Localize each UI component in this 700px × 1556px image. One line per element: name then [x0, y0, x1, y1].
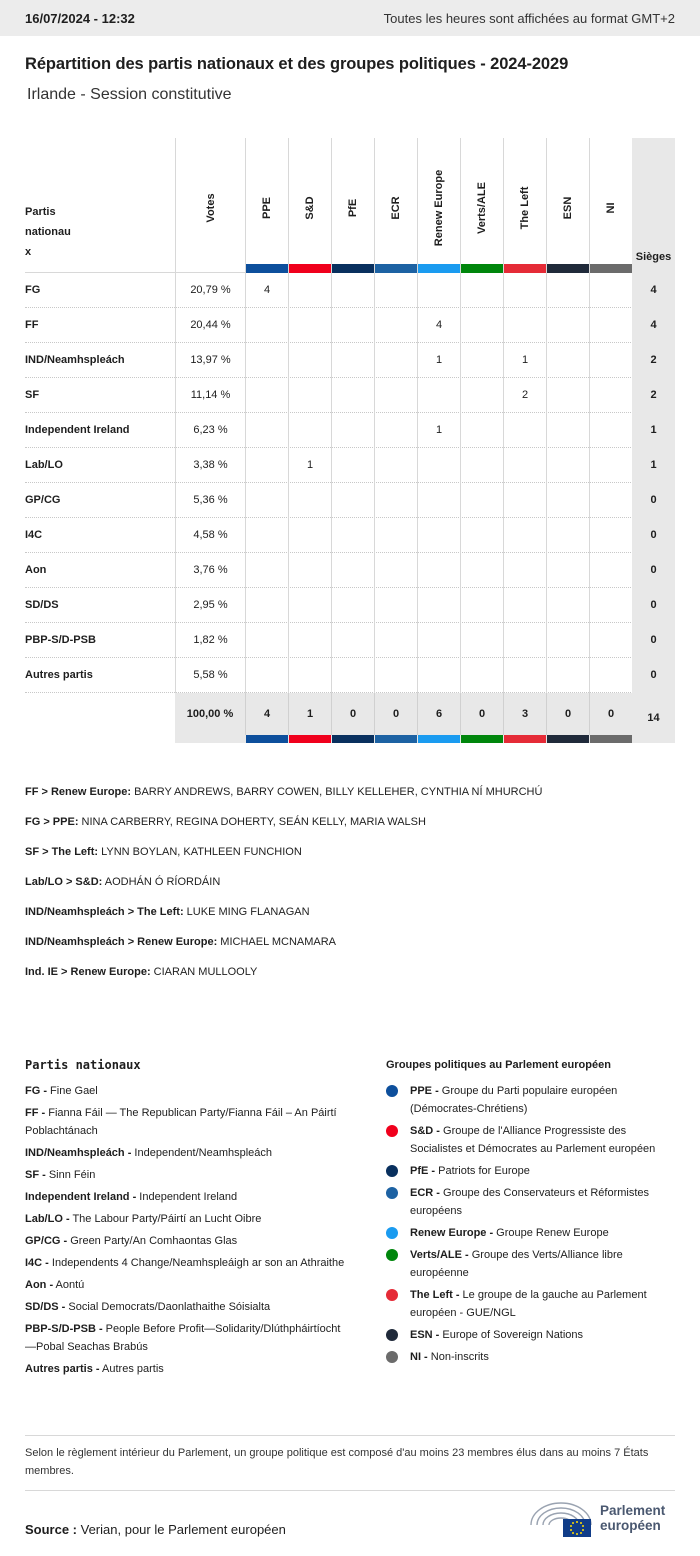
party-legend-item: SD/DS - Social Democrats/Daonlathaithe Sóisialta: [25, 1301, 271, 1313]
seat-cell: [288, 588, 331, 623]
group-color-dot-icon: [386, 1329, 398, 1341]
seat-cell: [245, 378, 288, 413]
seat-cell: [331, 308, 374, 343]
seat-cell: [245, 623, 288, 658]
group-legend-item: ECR - Groupe des Conservateurs et Réformistes européens: [386, 1184, 676, 1220]
seat-cell: [331, 378, 374, 413]
group-color-bar: [547, 264, 589, 273]
seat-cell: [417, 483, 460, 518]
seat-cell: [331, 623, 374, 658]
seat-cell: 2: [503, 378, 546, 413]
group-color-bar: [504, 264, 546, 273]
party-seats: 4: [632, 308, 675, 343]
party-seats: 0: [632, 588, 675, 623]
seat-cell: [546, 518, 589, 553]
seat-cell: [417, 448, 460, 483]
seat-cell: [460, 343, 503, 378]
party-votes: 3,38 %: [175, 448, 245, 483]
party-votes: 11,14 %: [175, 378, 245, 413]
party-legend-title: Partis nationaux: [25, 1058, 141, 1072]
total-seat-cell: 1: [288, 693, 331, 735]
seat-cell: [460, 553, 503, 588]
seat-cell: [589, 553, 632, 588]
table-row: [25, 658, 675, 693]
party-legend-item: Lab/LO - The Labour Party/Páirtí an Lucht Oibre: [25, 1213, 262, 1225]
seat-cell: [331, 273, 374, 308]
group-legend-item: Renew Europe - Groupe Renew Europe: [386, 1224, 676, 1242]
timestamp: 16/07/2024 - 12:32: [25, 10, 135, 26]
seat-cell: [546, 553, 589, 588]
group-color-dot-icon: [386, 1085, 398, 1097]
table-row: [25, 588, 675, 623]
seat-cell: [460, 518, 503, 553]
group-color-dot-icon: [386, 1187, 398, 1199]
mep-mapping-list: [25, 784, 542, 994]
party-name: SD/DS: [25, 599, 59, 611]
mep-mapping-item: IND/Neamhspleách > The Left: LUKE MING FLANAGAN: [25, 906, 310, 918]
seat-cell: [589, 413, 632, 448]
seat-cell: [331, 518, 374, 553]
seat-cell: [460, 483, 503, 518]
seat-cell: [417, 658, 460, 693]
group-color-bar: [418, 264, 460, 273]
seat-cell: [460, 448, 503, 483]
total-seat-cell: 0: [460, 693, 503, 735]
table-header: [25, 138, 675, 273]
group-color-dot-icon: [386, 1289, 398, 1301]
page-title: Répartition des partis nationaux et des groupes politiques - 2024-2029: [25, 55, 569, 73]
seat-cell: [374, 378, 417, 413]
seat-cell: [288, 623, 331, 658]
source-line: [25, 1522, 286, 1537]
seat-cell: 1: [288, 448, 331, 483]
source-label: Source :: [25, 1522, 78, 1537]
seat-cell: [245, 658, 288, 693]
total-seats: 14: [647, 712, 660, 724]
table-row: [25, 553, 675, 588]
table-row: [25, 273, 675, 308]
seat-cell: [589, 518, 632, 553]
mep-mapping-item: IND/Neamhspleách > Renew Europe: MICHAEL MCNAMARA: [25, 936, 337, 948]
seat-cell: [460, 623, 503, 658]
seat-cell: [460, 378, 503, 413]
seat-cell: [417, 273, 460, 308]
party-seats: 4: [632, 273, 675, 308]
group-color-bar: [461, 735, 503, 743]
seats-column-header: Sièges: [632, 138, 675, 273]
group-legend-item: Verts/ALE - Groupe des Verts/Alliance libre européenne: [386, 1246, 676, 1282]
party-column-header: Partis nationau x: [25, 206, 71, 258]
party-votes: 1,82 %: [175, 623, 245, 658]
votes-column-header: Votes: [175, 138, 245, 273]
group-legend-item: ESN - Europe of Sovereign Nations: [386, 1326, 676, 1344]
seat-cell: [331, 343, 374, 378]
seat-cell: [245, 413, 288, 448]
mep-mapping-item: FG > PPE: NINA CARBERRY, REGINA DOHERTY, SEÁN KELLY, MARIA WALSH: [25, 816, 426, 828]
seat-cell: [589, 588, 632, 623]
seat-cell: [503, 308, 546, 343]
seat-cell: [503, 553, 546, 588]
group-color-bar: [547, 735, 589, 743]
group-column-header: Verts/ALE: [460, 138, 503, 273]
seat-cell: [417, 588, 460, 623]
party-name: GP/CG: [25, 494, 61, 506]
group-color-bar: [289, 264, 331, 273]
seat-cell: [374, 448, 417, 483]
seat-cell: [331, 413, 374, 448]
group-color-bar: [332, 264, 374, 273]
seat-cell: [417, 518, 460, 553]
group-legend-item: S&D - Groupe de l'Alliance Progressiste des Socialistes et Démocrates au Parlement européen: [386, 1122, 676, 1158]
table-row: [25, 413, 675, 448]
party-seats: 2: [632, 378, 675, 413]
group-color-bar: [375, 264, 417, 273]
party-seats: 0: [632, 658, 675, 693]
seat-cell: [546, 413, 589, 448]
seat-cell: [589, 308, 632, 343]
party-legend-item: FF - Fianna Fáil — The Republican Party/Fianna Fáil – An Páirtí Poblachtánach: [25, 1107, 337, 1137]
group-color-bar: [504, 735, 546, 743]
group-color-bar: [289, 735, 331, 743]
total-seat-cell: 0: [546, 693, 589, 735]
seat-cell: [503, 588, 546, 623]
seat-cell: [245, 553, 288, 588]
table-body: [25, 273, 675, 693]
seat-cell: [546, 623, 589, 658]
seat-cell: 1: [417, 343, 460, 378]
table-row: [25, 623, 675, 658]
seat-cell: [374, 273, 417, 308]
seat-cell: [245, 308, 288, 343]
seat-cell: [417, 553, 460, 588]
party-votes: 4,58 %: [175, 518, 245, 553]
total-seat-cell: 0: [374, 693, 417, 735]
group-color-bar: [246, 264, 288, 273]
seat-cell: [288, 343, 331, 378]
seat-cell: [288, 658, 331, 693]
seat-cell: [288, 378, 331, 413]
table-row: [25, 308, 675, 343]
seat-cell: [245, 343, 288, 378]
seat-cell: [288, 553, 331, 588]
seat-cell: [546, 588, 589, 623]
group-column-header: ECR: [374, 138, 417, 273]
group-legend-title: Groupes politiques au Parlement européen: [386, 1059, 611, 1071]
group-color-bar: [246, 735, 288, 743]
seat-cell: [503, 658, 546, 693]
group-color-dot-icon: [386, 1351, 398, 1363]
party-name: SF: [25, 389, 40, 401]
party-votes: 3,76 %: [175, 553, 245, 588]
group-column-header: PPE: [245, 138, 288, 273]
total-seat-cell: 3: [503, 693, 546, 735]
group-legend-item: PfE - Patriots for Europe: [386, 1162, 676, 1180]
totals-row: [25, 693, 675, 743]
total-seat-cell: 0: [331, 693, 374, 735]
seat-cell: [589, 483, 632, 518]
seat-cell: [546, 658, 589, 693]
group-color-bar: [590, 264, 632, 273]
seat-cell: [331, 553, 374, 588]
table-row: [25, 518, 675, 553]
seat-cell: [460, 658, 503, 693]
party-votes: 20,79 %: [175, 273, 245, 308]
seat-cell: [288, 483, 331, 518]
seat-cell: [374, 658, 417, 693]
seat-cell: [331, 448, 374, 483]
ep-logo: [528, 1497, 678, 1537]
party-votes: 6,23 %: [175, 413, 245, 448]
seat-cell: [546, 448, 589, 483]
seat-cell: [331, 588, 374, 623]
seat-cell: [245, 588, 288, 623]
party-legend-item: SF - Sinn Féin: [25, 1169, 96, 1181]
seat-cell: [460, 588, 503, 623]
party-legend-item: FG - Fine Gael: [25, 1085, 98, 1097]
seat-cell: [374, 308, 417, 343]
seat-cell: [288, 518, 331, 553]
seat-cell: 4: [417, 308, 460, 343]
seat-cell: [546, 378, 589, 413]
seat-cell: [503, 413, 546, 448]
group-color-dot-icon: [386, 1125, 398, 1137]
seat-cell: [288, 413, 331, 448]
seat-cell: [417, 623, 460, 658]
timezone-note: Toutes les heures sont affichées au format GMT+2: [383, 10, 675, 26]
party-seats: 1: [632, 448, 675, 483]
party-legend-item: PBP-S/D-PSB - People Before Profit—Solidarity/Dlúthpháirtíocht—Pobal Seachas Brabús: [25, 1323, 341, 1353]
seat-cell: [503, 623, 546, 658]
seat-cell: [503, 273, 546, 308]
ep-hemicycle-icon: [528, 1497, 598, 1537]
seat-cell: [589, 623, 632, 658]
seat-cell: 1: [503, 343, 546, 378]
table-row: [25, 448, 675, 483]
group-color-dot-icon: [386, 1227, 398, 1239]
party-votes: 13,97 %: [175, 343, 245, 378]
party-name: I4C: [25, 529, 43, 541]
party-legend-item: GP/CG - Green Party/An Comhaontas Glas: [25, 1235, 238, 1247]
ep-logo-text: Parlement européen: [600, 1503, 666, 1533]
seat-cell: [546, 308, 589, 343]
party-seats: 0: [632, 518, 675, 553]
group-color-bar: [461, 264, 503, 273]
seat-cell: [460, 273, 503, 308]
seat-cell: [589, 658, 632, 693]
group-color-dot-icon: [386, 1165, 398, 1177]
seat-cell: [546, 483, 589, 518]
seat-cell: [374, 483, 417, 518]
rules-note: Selon le règlement intérieur du Parlement, un groupe politique est composé d'au moins 23 membres élus dans au moins 7 États membres.: [25, 1435, 675, 1491]
top-bar: [0, 0, 700, 36]
seat-cell: [374, 588, 417, 623]
seat-cell: [374, 413, 417, 448]
seat-cell: [374, 553, 417, 588]
seat-cell: [503, 518, 546, 553]
party-legend-item: Aon - Aontú: [25, 1279, 85, 1291]
party-votes: 5,36 %: [175, 483, 245, 518]
results-table: [25, 138, 675, 743]
seat-cell: [331, 483, 374, 518]
party-votes: 5,58 %: [175, 658, 245, 693]
group-column-header: PfE: [331, 138, 374, 273]
group-legend-item: The Left - Le groupe de la gauche au Parlement européen - GUE/NGL: [386, 1286, 676, 1322]
party-legend: [25, 1056, 345, 1382]
seat-cell: 1: [417, 413, 460, 448]
party-name: PBP-S/D-PSB: [25, 634, 96, 646]
mep-mapping-item: FF > Renew Europe: BARRY ANDREWS, BARRY COWEN, BILLY KELLEHER, CYNTHIA NÍ MHURCHÚ: [25, 786, 543, 798]
party-seats: 0: [632, 553, 675, 588]
seat-cell: [288, 273, 331, 308]
seat-cell: [589, 378, 632, 413]
seat-cell: [589, 448, 632, 483]
party-seats: 0: [632, 483, 675, 518]
group-column-header: The Left: [503, 138, 546, 273]
table-row: [25, 343, 675, 378]
party-votes: 20,44 %: [175, 308, 245, 343]
party-votes: 2,95 %: [175, 588, 245, 623]
party-legend-item: IND/Neamhspleách - Independent/Neamhspleách: [25, 1147, 273, 1159]
group-color-bar: [332, 735, 374, 743]
mep-mapping-item: Lab/LO > S&D: AODHÁN Ó RÍORDÁIN: [25, 876, 221, 888]
seat-cell: [245, 448, 288, 483]
party-legend-item: Independent Ireland - Independent Ireland: [25, 1191, 238, 1203]
party-seats: 0: [632, 623, 675, 658]
seat-cell: [288, 308, 331, 343]
party-legend-item: Autres partis - Autres partis: [25, 1363, 164, 1375]
group-legend-item: PPE - Groupe du Parti populaire européen (Démocrates-Chrétiens): [386, 1082, 676, 1118]
seat-cell: [460, 413, 503, 448]
seat-cell: [503, 448, 546, 483]
page-subtitle: Irlande - Session constitutive: [27, 86, 232, 103]
party-name: Autres partis: [25, 669, 93, 681]
seat-cell: [460, 308, 503, 343]
party-name: FG: [25, 284, 41, 296]
group-column-header: Renew Europe: [417, 138, 460, 273]
seat-cell: [503, 483, 546, 518]
party-name: Aon: [25, 564, 47, 576]
group-color-dot-icon: [386, 1249, 398, 1261]
seat-cell: [589, 343, 632, 378]
total-seat-cell: 0: [589, 693, 632, 735]
mep-mapping-item: SF > The Left: LYNN BOYLAN, KATHLEEN FUNCHION: [25, 846, 302, 858]
seat-cell: [374, 518, 417, 553]
seat-cell: [546, 273, 589, 308]
group-color-bar: [418, 735, 460, 743]
seat-cell: [374, 623, 417, 658]
total-seat-cell: 4: [245, 693, 288, 735]
group-column-header: NI: [589, 138, 632, 273]
seat-cell: [331, 658, 374, 693]
seat-cell: 4: [245, 273, 288, 308]
group-color-bar: [375, 735, 417, 743]
seat-cell: [245, 518, 288, 553]
party-name: FF: [25, 319, 39, 331]
table-row: [25, 483, 675, 518]
total-votes: 100,00 %: [186, 708, 234, 720]
seat-cell: [245, 483, 288, 518]
seat-cell: [589, 273, 632, 308]
mep-mapping-item: Ind. IE > Renew Europe: CIARAN MULLOOLY: [25, 966, 258, 978]
group-column-header: ESN: [546, 138, 589, 273]
table-row: [25, 378, 675, 413]
party-name: IND/Neamhspleách: [25, 354, 125, 366]
party-name: Lab/LO: [25, 459, 63, 471]
group-legend: [386, 1056, 676, 1370]
seat-cell: [417, 378, 460, 413]
group-legend-item: NI - Non-inscrits: [386, 1348, 676, 1366]
group-color-bar: [590, 735, 632, 743]
group-column-header: S&D: [288, 138, 331, 273]
party-legend-item: I4C - Independents 4 Change/Neamhspleáigh ar son an Athraithe: [25, 1257, 345, 1269]
seat-cell: [374, 343, 417, 378]
source-text: Verian, pour le Parlement européen: [77, 1522, 286, 1537]
party-seats: 1: [632, 413, 675, 448]
total-seat-cell: 6: [417, 693, 460, 735]
seat-cell: [546, 343, 589, 378]
party-name: Independent Ireland: [25, 424, 130, 436]
party-seats: 2: [632, 343, 675, 378]
